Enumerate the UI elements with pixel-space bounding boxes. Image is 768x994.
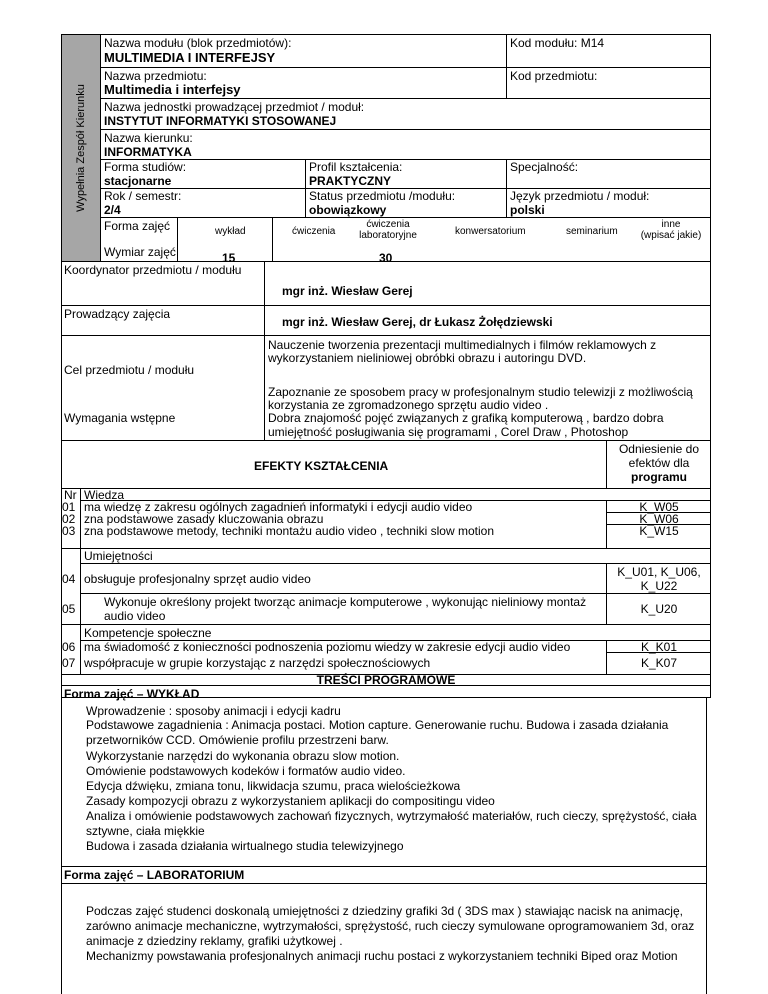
subject-label: Nazwa przedmiotu: [104,69,207,83]
border [100,129,711,130]
lecture-line: Wykorzystanie narzędzi do wykonania obrazu slow motion. [86,749,400,763]
specialty-label: Specjalność: [510,160,579,174]
hours-lab: 30 [379,251,393,265]
field-label: Nazwa kierunku: [104,131,193,145]
lab-label: Forma zajęć – LABORATORIUM [64,868,245,882]
effect-nr: 04 [62,572,76,586]
class-form-lab: ćwiczenia [366,219,410,230]
study-form: stacjonarne [104,174,172,188]
effect-text: zna podstawowe metody, techniki montażu audio video , techniki slow motion [84,524,494,538]
border [706,697,707,994]
border [506,159,507,217]
border [100,34,101,261]
requirements-line: umiejętność posługiwania się programami , Corel Draw , Photoshop [268,425,629,439]
effect-ref: K_K01 [640,640,678,654]
border [61,624,711,625]
class-form-conversatory: konwersatorium [455,226,526,237]
module-name: MULTIMEDIA I INTERFEJSY [104,50,276,65]
goal-line: korzystania ze zgromadzonego sprzętu audio video . [268,398,549,412]
class-form-label: Forma zajęć [104,219,171,233]
border [80,488,81,675]
border [61,335,711,336]
effect-ref: K_U20 [640,602,678,616]
effect-nr: 02 [62,512,76,526]
effect-nr: 03 [62,524,76,538]
status-label: Status przedmiotu /modułu: [309,189,456,203]
nr-header: Nr [64,488,77,502]
goal-label: Cel przedmiotu / modułu [64,363,195,377]
field-name: INFORMATYKA [104,145,192,159]
lab-line: Podczas zajęć studenci doskonalą umiejętności z dziedziny grafiki 3d ( 3DS max ) stawiając nacisk na animację, [86,904,683,918]
effect-text: Wykonuje określony projekt tworząc animacje komputerowe , wykonując nieliniowy montaż [104,595,587,609]
study-form-label: Forma studiów: [104,160,187,174]
lab-line: animacje z dziedziny reklamy, grafiki użytkowej . [86,934,343,948]
border [61,440,711,441]
subject-code: Kod przedmiotu: [510,69,598,83]
year-label: Rok / semestr: [104,189,182,203]
hours-lecture: 15 [222,251,236,265]
border [100,159,711,160]
class-form-other-2: (wpisać jakie) [640,230,702,241]
lecture-line: Analiza i omówienie podstawowych zachowań fizycznych, wytrzymałość materiałów, ruch cieczy, sprężystość, ciała [86,809,697,823]
class-form-exercises: ćwiczenia [292,226,336,237]
effects-title: EFEKTY KSZTAŁCENIA [254,459,389,473]
effect-text: współpracuje w grupie korzystając z narzędzi społecznościowych [84,656,431,670]
border [61,548,711,549]
competence-label: Kompetencje społeczne [84,626,212,640]
profile: PRAKTYCZNY [309,174,392,188]
border [61,488,711,489]
border [61,883,707,884]
effect-nr: 06 [62,640,76,654]
class-form-lab-2: laboratoryjne [359,230,417,241]
effect-ref: K_W15 [639,524,679,538]
module-name-label: Nazwa modułu (blok przedmiotów): [104,36,292,50]
year: 2/4 [104,203,121,217]
effects-ref-header: Odniesienie do [618,442,700,456]
border [177,217,178,261]
coordinator-value: mgr inż. Wiesław Gerej [282,284,413,298]
program-title: TREŚCI PROGRAMOWE [316,673,456,687]
effect-ref: K_W06 [639,512,679,526]
requirements-line: Dobra znajomość pojęć związanych z grafiką komputerową , bardzo dobra [268,411,664,425]
effect-text: ma świadomość z konieczności podnoszenia poziomu wiedzy w zakresie edycji audio video [84,640,571,654]
border [100,217,711,218]
profile-label: Profil kształcenia: [309,160,403,174]
effects-ref-header: programu [630,470,687,484]
border [710,34,711,697]
requirements-label: Wymagania wstępne [64,411,176,425]
lab-line: Mechanizmy powstawania profesjonalnych animacji ruchu postaci z wykorzystaniem techniki Biped oraz Motion [86,949,678,963]
border [264,261,265,440]
unit-label: Nazwa jednostki prowadzącej przedmiot / moduł: [104,100,365,114]
effect-ref: K_K07 [640,656,678,670]
knowledge-label: Wiedza [84,488,125,502]
border [61,305,711,306]
effect-ref: K_W05 [639,500,679,514]
border [61,866,707,867]
language: polski [510,203,545,217]
lecture-line: Wprowadzenie : sposoby animacji i edycji kadru [86,704,341,718]
class-form-seminar: seminarium [566,226,618,237]
goal-line: Nauczenie tworzenia prezentacji multimedialnych i filmów reklamowych z [268,338,657,352]
lecture-line: Zasady kompozycji obrazu z wykorzystaniem aplikacji do compositingu video [86,794,495,808]
effect-text: ma wiedzę z zakresu ogólnych zagadnień informatyki i edycji audio video [84,500,473,514]
effect-nr: 05 [62,602,76,616]
border [61,34,711,35]
coordinator-label: Koordynator przedmiotu / modułu [64,263,242,277]
lecture-line: Edycja dźwięku, zmiana tonu, likwidacja szumu, praca wielościeżkowa [86,779,461,793]
teachers-label: Prowadzący zajęcia [64,307,171,321]
border [80,593,711,594]
effect-nr: 01 [62,500,76,514]
border [80,563,711,564]
border [100,98,711,99]
effect-text: obsługuje profesjonalny sprzęt audio video [84,572,311,586]
language-label: Język przedmiotu / moduł: [510,189,650,203]
border [305,159,306,217]
effects-ref-header: efektów dla [628,456,690,470]
effect-ref: K_U22 [640,579,678,593]
class-form-lecture: wykład [215,226,246,237]
effect-text: zna podstawowe zasady kluczowania obrazu [84,512,324,526]
lecture-label: Forma zajęć – WYKŁAD [64,687,200,701]
hours-label: Wymiar zajęć [104,245,176,259]
class-form-other: inne [661,219,681,230]
border [506,34,507,98]
border [100,67,711,68]
teachers-value: mgr inż. Wiesław Gerej, dr Łukasz Żołędziewski [282,315,553,329]
lecture-line: sztywne, ciała miękkie [86,824,205,838]
lab-line: zarówno animacje mechaniczne, wytrzymałości, sprężystość, ruch cieczy symulowane oprogramowaniem 3d, oraz [86,919,695,933]
side-label [62,35,100,261]
skills-label: Umiejętności [84,549,153,563]
side-label-text: Wypełnia Zespół Kierunku [75,84,87,212]
subject-name: Multimedia i interfejsy [104,82,241,97]
lecture-line: Podstawowe zagadnienia : Animacja postaci. Motion capture. Generowanie ruchu. Budowa i zasada działania [86,718,669,732]
status: obowiązkowy [309,203,387,217]
unit-name: INSTYTUT INFORMATYKI STOSOWANEJ [104,114,337,128]
lecture-line: Omówienie podstawowych kodeków i formatów audio video. [86,764,406,778]
goal-line: Zapoznanie ze sposobem pracy w profesjonalnym studio telewizji z możliwością [268,385,693,399]
effect-text: audio video [104,609,166,623]
module-code: Kod modułu: M14 [510,36,605,50]
lecture-line: przetworników CCD. Omówienie profilu przestrzeni barw. [86,733,389,747]
border [272,217,273,261]
lecture-line: Budowa i zasada działania wirtualnego studia telewizyjnego [86,839,404,853]
effect-nr: 07 [62,656,76,670]
effect-ref: K_U01, K_U06, [617,565,701,579]
goal-line: wykorzystaniem nieliniowej obróbki obrazu i autoringu DVD. [268,351,587,365]
